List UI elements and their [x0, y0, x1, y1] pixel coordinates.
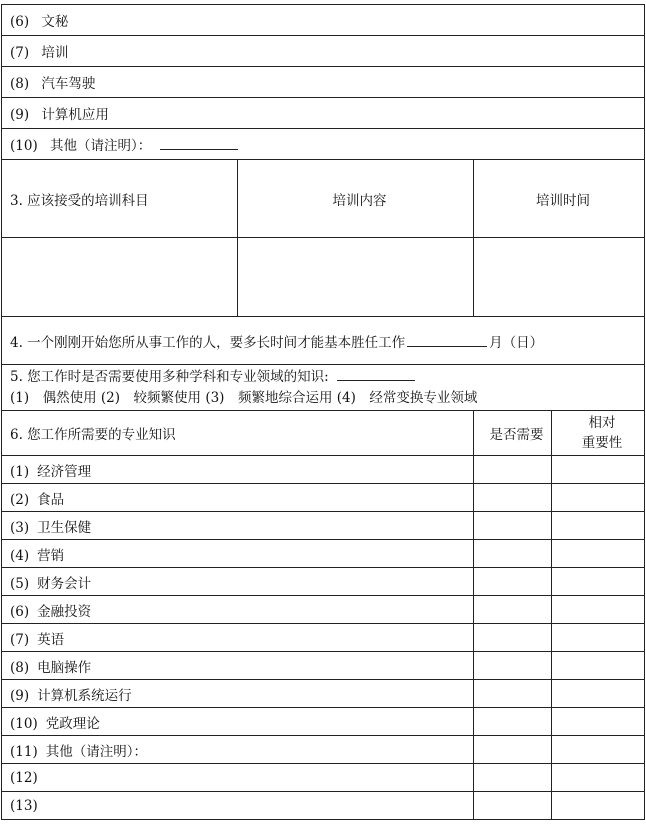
item-number: (3): [10, 519, 30, 536]
fill-in-blank[interactable]: [160, 137, 238, 150]
q6-col-importance-line2: 重要性: [581, 435, 623, 451]
importance-cell[interactable]: [552, 764, 645, 792]
knowledge-row: [2, 540, 645, 568]
training-subject-row: [2, 98, 645, 129]
item-number: (6): [10, 14, 30, 30]
item-number: (10): [10, 715, 38, 732]
q6-col-need: 是否需要: [474, 411, 552, 456]
q3-content-cell[interactable]: [238, 238, 474, 317]
training-subject-row: [2, 5, 645, 36]
item-label: 党政理论: [45, 715, 100, 732]
item-number: (7): [10, 631, 30, 648]
importance-cell[interactable]: [552, 736, 645, 764]
q3-time-cell[interactable]: [474, 238, 645, 317]
item-label: 英语: [37, 631, 65, 648]
item-number: (13): [10, 797, 38, 814]
importance-cell[interactable]: [552, 792, 645, 820]
importance-cell[interactable]: [552, 596, 645, 624]
q6-col-importance-line1: 相对: [588, 415, 616, 431]
need-cell[interactable]: [474, 512, 552, 540]
item-number: (1): [10, 463, 30, 480]
need-cell[interactable]: [474, 792, 552, 820]
importance-cell[interactable]: [552, 484, 645, 512]
item-number: (6): [10, 603, 30, 620]
q4-row: [2, 317, 645, 365]
training-subject-row: [2, 36, 645, 67]
item-number: (9): [10, 107, 30, 123]
need-cell[interactable]: [474, 624, 552, 652]
importance-cell[interactable]: [552, 624, 645, 652]
item-number: (7): [10, 45, 30, 61]
q5-options: (1) 偶然使用 (2) 较频繁使用 (3) 频繁地综合运用 (4) 经常变换专业领域: [10, 389, 478, 406]
item-label: 计算机系统运行: [37, 687, 132, 704]
training-subject-row-other: [2, 129, 645, 160]
knowledge-row: [2, 680, 645, 708]
item-label: 其他（请注明）：: [50, 138, 152, 154]
q3-answer-row: [2, 238, 645, 317]
item-label: 计算机应用: [41, 107, 109, 123]
q5-question: 5. 您工作时是否需要使用多种学科和专业领域的知识:: [10, 368, 329, 385]
need-cell[interactable]: [474, 456, 552, 484]
q6-title: 6. 您工作所需要的专业知识: [2, 411, 474, 456]
item-label: 营销: [37, 547, 65, 564]
need-cell[interactable]: [474, 736, 552, 764]
q4-blank[interactable]: [407, 334, 487, 347]
importance-cell[interactable]: [552, 456, 645, 484]
knowledge-row: [2, 624, 645, 652]
q5-row: [2, 365, 645, 411]
q6-col-importance: [552, 411, 645, 456]
importance-cell[interactable]: [552, 708, 645, 736]
knowledge-row: [2, 484, 645, 512]
item-label: 培训: [41, 45, 69, 61]
q3-subject-cell[interactable]: [2, 238, 238, 317]
need-cell[interactable]: [474, 680, 552, 708]
knowledge-row: [2, 764, 645, 792]
knowledge-row: [2, 568, 645, 596]
q5-blank[interactable]: [337, 368, 415, 381]
item-label: 金融投资: [37, 603, 92, 620]
need-cell[interactable]: [474, 708, 552, 736]
item-number: (12): [10, 769, 38, 786]
knowledge-row: [2, 652, 645, 680]
need-cell[interactable]: [474, 764, 552, 792]
knowledge-row: [2, 512, 645, 540]
item-label: 文秘: [41, 14, 69, 30]
item-number: (5): [10, 575, 30, 592]
importance-cell[interactable]: [552, 568, 645, 596]
need-cell[interactable]: [474, 484, 552, 512]
knowledge-row-other: [2, 736, 645, 764]
need-cell[interactable]: [474, 568, 552, 596]
item-label: 卫生保健: [37, 519, 92, 536]
item-label: 经济管理: [37, 463, 92, 480]
q4-question: 4. 一个刚刚开始您所从事工作的人，要多长时间才能基本胜任工作: [10, 334, 406, 351]
need-cell[interactable]: [474, 596, 552, 624]
q3-col-content: 培训内容: [238, 160, 474, 238]
item-number: (4): [10, 547, 30, 564]
need-cell[interactable]: [474, 652, 552, 680]
item-label: 财务会计: [37, 575, 92, 592]
item-number: (9): [10, 687, 30, 704]
item-label: 电脑操作: [37, 659, 92, 676]
q3-col-time: 培训时间: [474, 160, 645, 238]
q4-unit: 月（日）: [489, 334, 544, 351]
q3-header-row: [2, 160, 645, 238]
q6-header-row: [2, 411, 645, 456]
item-number: (11): [10, 743, 38, 760]
q3-title: 3. 应该接受的培训科目: [2, 160, 238, 238]
item-label: 食品: [37, 491, 65, 508]
item-label: 汽车驾驶: [41, 76, 96, 92]
importance-cell[interactable]: [552, 680, 645, 708]
item-number: (2): [10, 491, 30, 508]
training-subject-row: [2, 67, 645, 98]
importance-cell[interactable]: [552, 652, 645, 680]
item-number: (8): [10, 76, 30, 92]
need-cell[interactable]: [474, 540, 552, 568]
importance-cell[interactable]: [552, 540, 645, 568]
knowledge-row: [2, 708, 645, 736]
item-number: (10): [10, 138, 38, 154]
knowledge-row: [2, 792, 645, 820]
job-analysis-form: [1, 4, 645, 820]
importance-cell[interactable]: [552, 512, 645, 540]
knowledge-row: [2, 456, 645, 484]
item-label: 其他（请注明）：: [45, 743, 147, 760]
item-number: (8): [10, 659, 30, 676]
knowledge-row: [2, 596, 645, 624]
